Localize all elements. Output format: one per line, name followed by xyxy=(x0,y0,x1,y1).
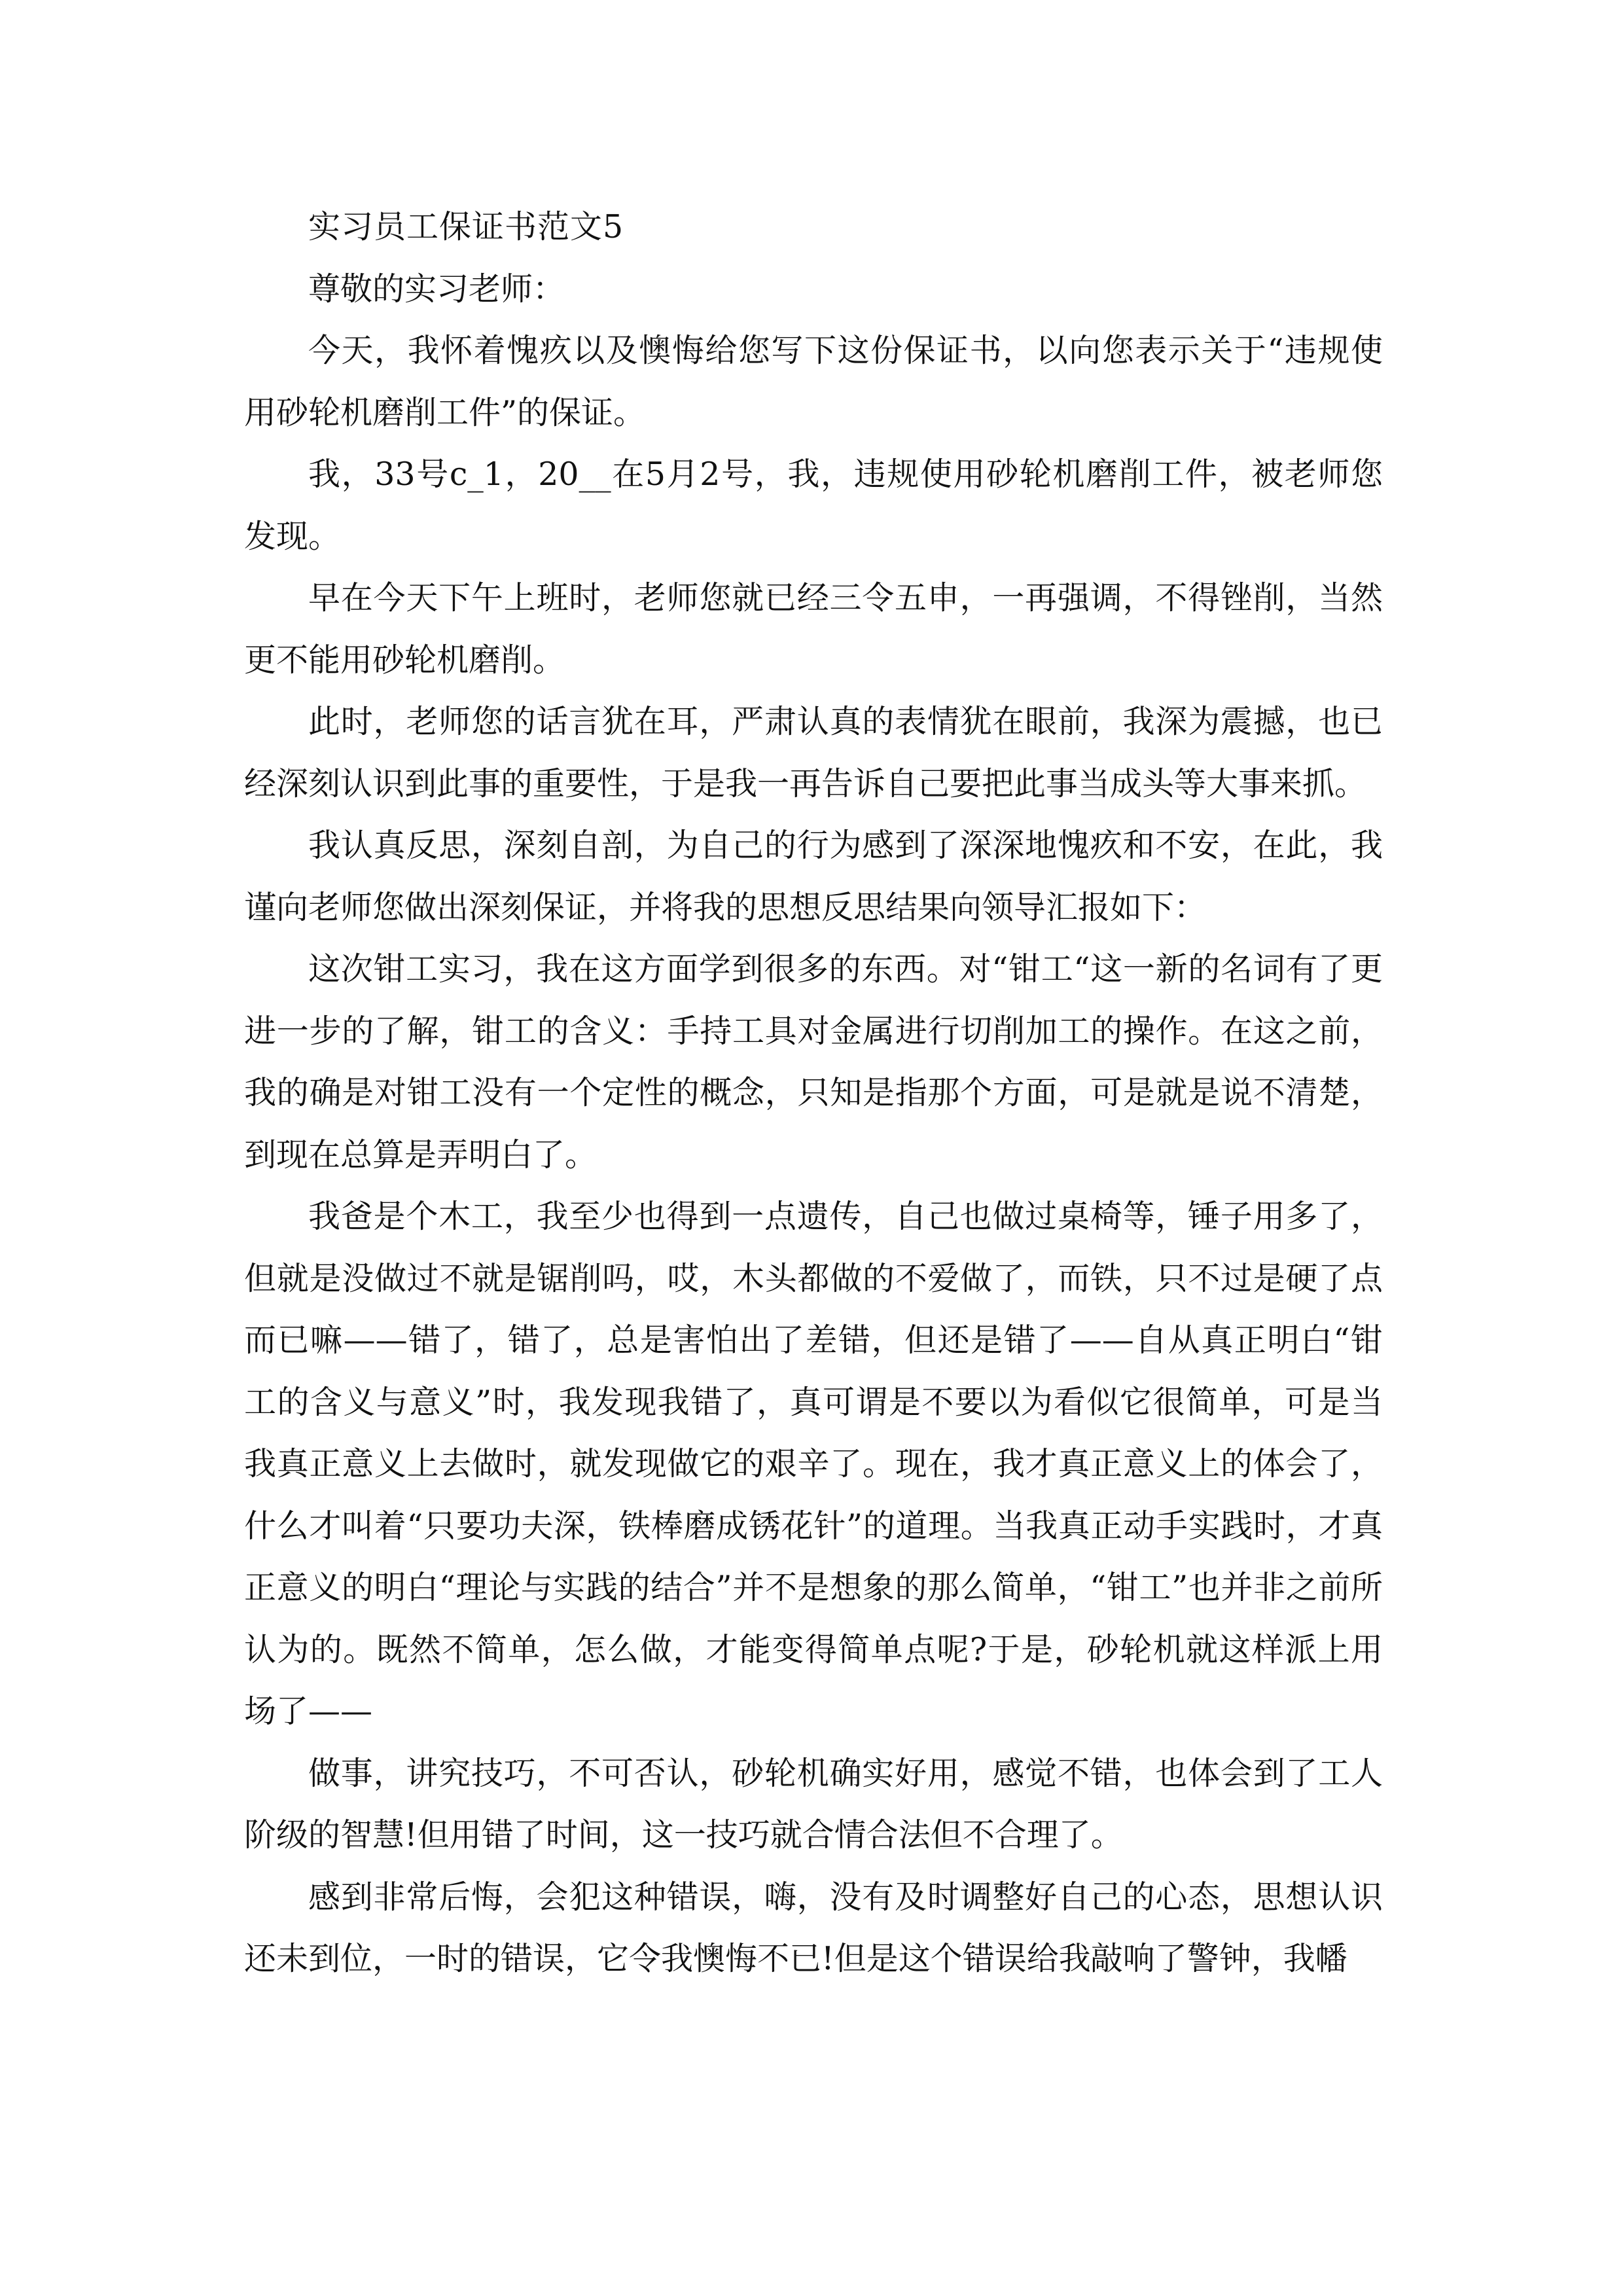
paragraph: 我认真反思，深刻自剖，为自己的行为感到了深深地愧疚和不安，在此，我谨向老师您做出深刻保证，并将我的思想反思结果向领导汇报如下： xyxy=(244,827,1383,926)
paragraph: 今天，我怀着愧疚以及懊悔给您写下这份保证书，以向您表示关于“违规使用砂轮机磨削工件”的保证。 xyxy=(244,332,1383,431)
document-title: 实习员工保证书范文5 xyxy=(308,208,624,245)
paragraph: 早在今天下午上班时，老师您就已经三令五申，一再强调，不得锉削，当然更不能用砂轮机磨削。 xyxy=(244,579,1383,679)
paragraph: 此时，老师您的话言犹在耳，严肃认真的表情犹在眼前，我深为震撼，也已经深刻认识到此事的重要性，于是我一再告诉自己要把此事当成头等大事来抓。 xyxy=(244,703,1383,802)
paragraph: 这次钳工实习，我在这方面学到很多的东西。对“钳工“这一新的名词有了更进一步的了解，钳工的含义：手持工具对金属进行切削加工的操作。在这之前，我的确是对钳工没有一个定性的概念，只知是指那个方面，可是就是说不清楚，到现在总算是弄明白了。 xyxy=(244,950,1383,1174)
paragraph: 做事，讲究技巧，不可否认，砂轮机确实好用，感觉不错，也体会到了工人阶级的智慧!但用错了时间，这一技巧就合情合法但不合理了。 xyxy=(244,1754,1383,1854)
paragraph: 我爸是个木工，我至少也得到一点遗传，自己也做过桌椅等，锤子用多了，但就是没做过不就是锯削吗，哎，木头都做的不爱做了，而铁，只不过是硬了点而已嘛——错了，错了，总是害怕出了差错，但还是错了——自从真正明白“钳工的含义与意义”时，我发现我错了，真可谓是不要以为看似它很简单，可是当我真正意义上去做时，就发现做它的艰辛了。现在，我才真正意义上的体会了，什么才叫着“只要功夫深，铁棒磨成锈花针”的道理。当我真正动手实践时，才真正意义的明白“理论与实践的结合”并不是想象的那么简单，“钳工”也并非之前所认为的。既然不简单，怎么做，才能变得简单点呢?于是，砂轮机就这样派上用场了—— xyxy=(244,1198,1383,1730)
salutation: 尊敬的实习老师： xyxy=(308,270,565,308)
document-body xyxy=(244,196,1383,1990)
paragraph: 我，33号c_1，20__在5月2号，我，违规使用砂轮机磨削工件，被老师您发现。 xyxy=(244,456,1383,555)
paragraph: 感到非常后悔，会犯这种错误，嗨，没有及时调整好自己的心态，思想认识还未到位，一时的错误，它令我懊悔不已!但是这个错误给我敲响了警钟，我幡 xyxy=(244,1878,1383,1977)
